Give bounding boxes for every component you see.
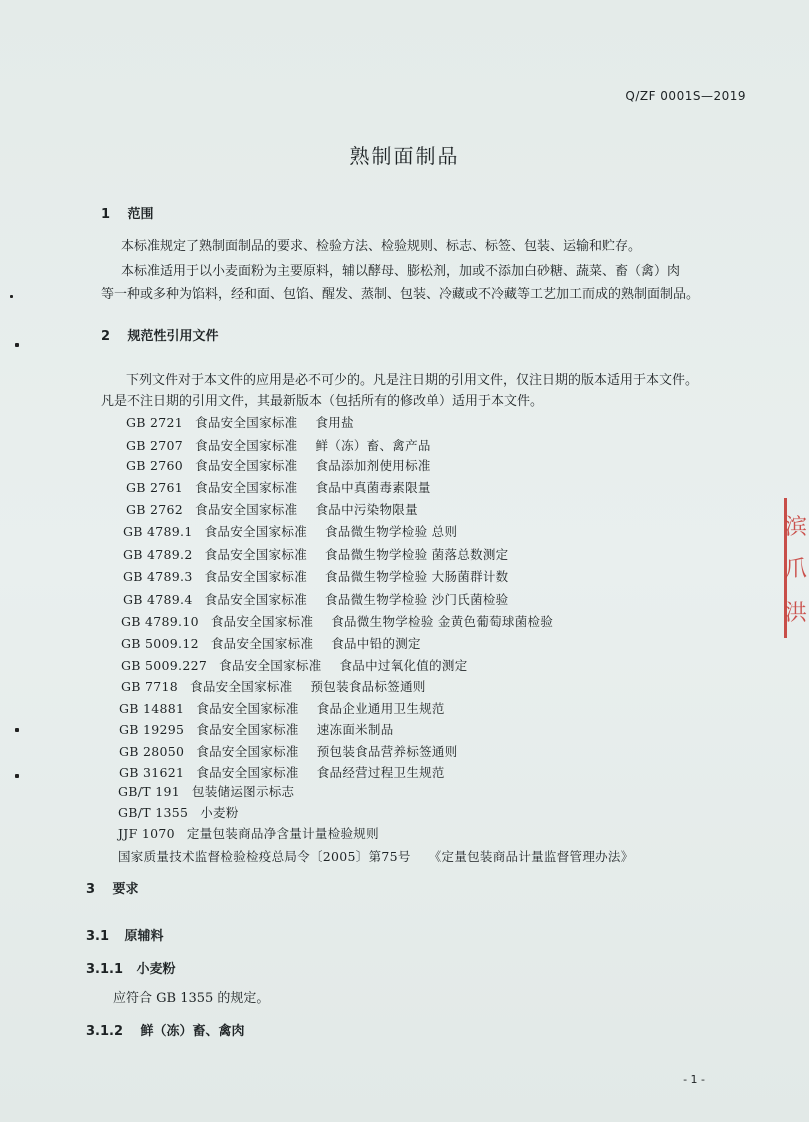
reference-subtitle: 食品中过氧化值的测定 — [339, 658, 468, 673]
scan-mark — [10, 295, 13, 298]
reference-item — [123, 545, 508, 563]
reference-subtitle: 食品中铅的测定 — [331, 636, 421, 651]
reference-item — [126, 436, 431, 454]
section-1-title: 范围 — [127, 207, 154, 222]
reference-item — [121, 656, 468, 674]
reference-code: JJF 1070 — [118, 826, 175, 841]
reference-subtitle: 预包装食品营养标签通则 — [316, 744, 458, 759]
subsection-3-1-1-title: 小麦粉 — [136, 962, 176, 977]
section-1-para-2a: 本标准适用于以小麦面粉为主要原料，辅以酵母、膨松剂，加或不添加白砂糖、蔬菜、畜（禽）肉 — [121, 264, 681, 279]
scan-mark — [15, 774, 19, 778]
reference-subtitle: 食品添加剂使用标准 — [315, 458, 431, 473]
reference-title: 食品安全国家标准 — [196, 701, 299, 716]
seal-glyph: 爪 — [784, 557, 807, 582]
reference-subtitle: 预包装食品标签通则 — [310, 679, 426, 694]
reference-code: GB 4789.10 — [121, 614, 199, 629]
reference-item — [121, 677, 426, 695]
subsection-3-1-2-title: 鲜（冻）畜、禽肉 — [140, 1024, 245, 1039]
scan-mark — [15, 728, 19, 732]
reference-item — [121, 634, 421, 652]
reference-code: GB 2707 — [126, 438, 184, 453]
section-3-heading — [86, 878, 139, 897]
reference-item — [126, 456, 431, 474]
section-1-number: 1 — [101, 207, 111, 222]
section-2-heading — [101, 325, 219, 344]
reference-title: 食品安全国家标准 — [204, 547, 307, 562]
reference-code: GB 28050 — [119, 744, 185, 759]
standard-code: Q/ZF 0001S—2019 — [625, 89, 746, 103]
reference-item — [118, 782, 312, 800]
section-2-number: 2 — [101, 329, 111, 344]
subsection-3-1-1-number: 3.1.1 — [86, 962, 124, 977]
section-1-para-2b: 等一种或多种为馅料，经和面、包馅、醒发、蒸制、包装、冷藏或不冷藏等工艺加工而成的熟制面制品。 — [101, 287, 700, 302]
subsection-3-1-heading — [86, 925, 164, 944]
reference-title: 国家质量技术监督检验检疫总局令〔2005〕第75号 — [118, 849, 411, 864]
reference-subtitle: 食品微生物学检验 大肠菌群计数 — [325, 569, 509, 584]
reference-code: GB/T 191 — [118, 784, 180, 799]
reference-code: GB/T 1355 — [118, 805, 189, 820]
section-1-heading — [101, 203, 154, 222]
reference-item — [119, 720, 394, 738]
reference-title: 食品安全国家标准 — [196, 722, 299, 737]
reference-title: 包装储运图示标志 — [191, 784, 295, 799]
subsection-3-1-2-number: 3.1.2 — [86, 1024, 124, 1039]
reference-code: GB 5009.12 — [121, 636, 199, 651]
reference-code: GB 31621 — [119, 765, 185, 780]
subsection-3-1-1-text: 应符合 GB 1355 的规定。 — [113, 991, 270, 1006]
scan-mark — [15, 343, 19, 347]
reference-item — [126, 478, 431, 496]
reference-title: 食品安全国家标准 — [210, 614, 314, 629]
reference-code: GB 14881 — [119, 701, 185, 716]
reference-item — [118, 803, 257, 821]
reference-code: GB 2721 — [126, 415, 184, 430]
reference-subtitle: 食品企业通用卫生规范 — [316, 701, 445, 716]
reference-title: 食品安全国家标准 — [195, 438, 298, 453]
reference-subtitle: 食用盐 — [315, 415, 354, 430]
subsection-3-1-title: 原辅料 — [124, 929, 164, 944]
reference-item — [118, 824, 397, 842]
reference-subtitle: 食品微生物学检验 总则 — [325, 524, 458, 539]
reference-title: 食品安全国家标准 — [195, 502, 298, 517]
reference-subtitle: 食品中污染物限量 — [315, 502, 418, 517]
reference-code: GB 4789.1 — [123, 524, 193, 539]
reference-subtitle: 食品微生物学检验 沙门氏菌检验 — [325, 592, 509, 607]
subsection-3-1-1-heading — [86, 958, 176, 977]
section-2-title: 规范性引用文件 — [127, 329, 219, 344]
section-2-intro-1: 下列文件对于本文件的应用是必不可少的。凡是注日期的引用文件，仅注日期的版本适用于本文件。 — [126, 373, 699, 388]
reference-title: 食品安全国家标准 — [204, 592, 307, 607]
reference-item — [123, 590, 508, 608]
reference-item — [119, 742, 458, 760]
section-3-number: 3 — [86, 882, 96, 897]
page-number: - 1 - — [683, 1073, 705, 1086]
reference-code: GB 19295 — [119, 722, 185, 737]
reference-item — [126, 500, 418, 518]
reference-code: GB 4789.4 — [123, 592, 193, 607]
reference-code: GB 2760 — [126, 458, 184, 473]
reference-item — [121, 612, 553, 630]
reference-subtitle: 食品中真菌毒素限量 — [315, 480, 431, 495]
reference-subtitle: 速冻面米制品 — [316, 722, 394, 737]
reference-subtitle: 食品微生物学检验 金黄色葡萄球菌检验 — [331, 614, 554, 629]
reference-code: GB 7718 — [121, 679, 179, 694]
reference-title: 食品安全国家标准 — [219, 658, 322, 673]
section-1-para-1: 本标准规定了熟制面制品的要求、检验方法、检验规则、标志、标签、包装、运输和贮存。 — [121, 239, 642, 254]
reference-item — [126, 413, 354, 431]
reference-title: 食品安全国家标准 — [195, 458, 298, 473]
reference-item — [123, 567, 508, 585]
reference-title: 食品安全国家标准 — [196, 744, 299, 759]
reference-subtitle: 食品经营过程卫生规范 — [316, 765, 445, 780]
section-2-intro-2: 凡是不注日期的引用文件，其最新版本（包括所有的修改单）适用于本文件。 — [101, 394, 544, 409]
reference-title: 食品安全国家标准 — [196, 765, 299, 780]
reference-item — [123, 522, 457, 540]
reference-title: 定量包装商品净含量计量检验规则 — [186, 826, 379, 841]
reference-code: GB 2761 — [126, 480, 184, 495]
reference-title: 食品安全国家标准 — [204, 524, 307, 539]
seal-glyph: 滨 — [784, 515, 807, 540]
reference-code: GB 4789.2 — [123, 547, 193, 562]
subsection-3-1-number: 3.1 — [86, 929, 110, 944]
document-title: 熟制面制品 — [349, 144, 460, 168]
reference-subtitle: 《定量包装商品计量监督管理办法》 — [428, 849, 634, 864]
reference-item — [119, 763, 445, 781]
reference-code: GB 2762 — [126, 502, 184, 517]
reference-title: 食品安全国家标准 — [195, 415, 298, 430]
seal-glyph: 洪 — [784, 601, 807, 626]
section-3-title: 要求 — [112, 882, 139, 897]
reference-item — [118, 847, 634, 865]
subsection-3-1-2-heading — [86, 1020, 245, 1039]
reference-title: 食品安全国家标准 — [210, 636, 314, 651]
reference-title: 食品安全国家标准 — [204, 569, 307, 584]
reference-title: 食品安全国家标准 — [195, 480, 298, 495]
reference-code: GB 4789.3 — [123, 569, 193, 584]
reference-subtitle: 食品微生物学检验 菌落总数测定 — [325, 547, 509, 562]
reference-subtitle: 鲜（冻）畜、禽产品 — [315, 438, 431, 453]
reference-code: GB 5009.227 — [121, 658, 208, 673]
reference-item — [119, 699, 445, 717]
reference-title: 小麦粉 — [200, 805, 239, 820]
reference-title: 食品安全国家标准 — [190, 679, 293, 694]
